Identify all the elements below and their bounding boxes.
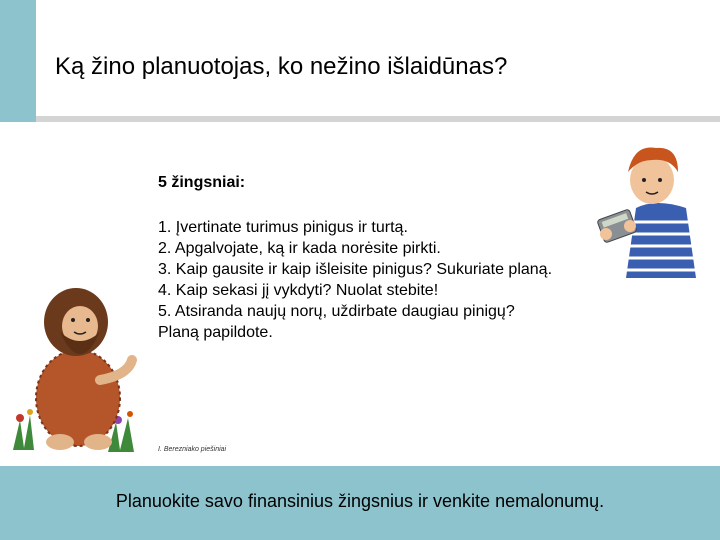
steps-heading: 5 žingsniai: xyxy=(158,174,246,191)
steps-list xyxy=(158,217,638,343)
step-item: Planą papildote. xyxy=(158,324,273,341)
title-divider xyxy=(36,116,720,122)
step-item: 5. Atsiranda naujų norų, uždirbate daugiau pinigų? xyxy=(158,303,515,320)
left-accent-bar xyxy=(0,0,36,122)
caveman-illustration xyxy=(8,280,148,455)
step-item: 3. Kaip gausite ir kaip išleisite pinigus? Sukuriate planą. xyxy=(158,261,553,278)
footer-message: Planuokite savo finansinius žingsnius ir venkite nemalonumų. xyxy=(115,491,605,511)
steps-content xyxy=(158,172,638,343)
illustration-credit: I. Berezniako piešiniai xyxy=(158,446,227,453)
step-item: 1. Įvertinate turimus pinigus ir turtą. xyxy=(158,219,408,236)
slide-title: Ką žino planuotojas, ko nežino išlaidūnas? xyxy=(55,53,508,80)
boy-with-calculator-illustration xyxy=(586,138,714,278)
step-item: 4. Kaip sekasi jį vykdyti? Nuolat stebite! xyxy=(158,282,439,299)
step-item: 2. Apgalvojate, ką ir kada norėsite pirkti. xyxy=(158,240,441,257)
